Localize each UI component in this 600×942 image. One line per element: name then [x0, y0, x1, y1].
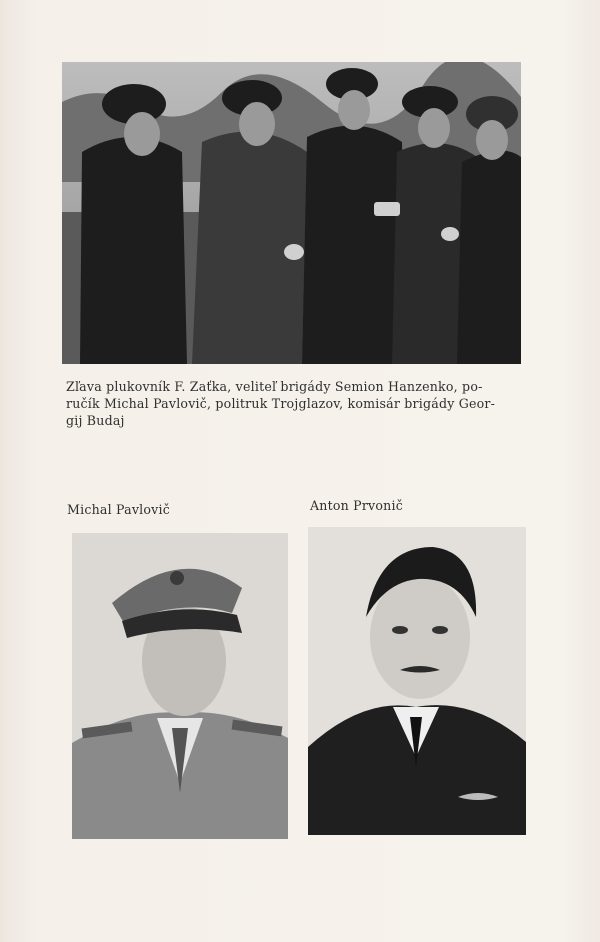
group-photograph: [62, 62, 521, 364]
portrait-michal-pavlovic: [72, 533, 288, 839]
portrait-label-left: Michal Pavlovič: [67, 502, 170, 517]
caption-line-2: ručík Michal Pavlovič, politruk Trojglazov, komisár brigády Geor-: [66, 396, 496, 411]
caption-line-1: Zľava plukovník F. Zaťka, veliteľ brigády Semion Hanzenko, po-: [66, 379, 483, 394]
group-photo-caption: [66, 378, 526, 429]
portrait-label-right: Anton Prvonič: [310, 498, 403, 513]
portrait-anton-prvonic: [308, 527, 526, 835]
caption-line-3: gij Budaj: [66, 413, 125, 428]
